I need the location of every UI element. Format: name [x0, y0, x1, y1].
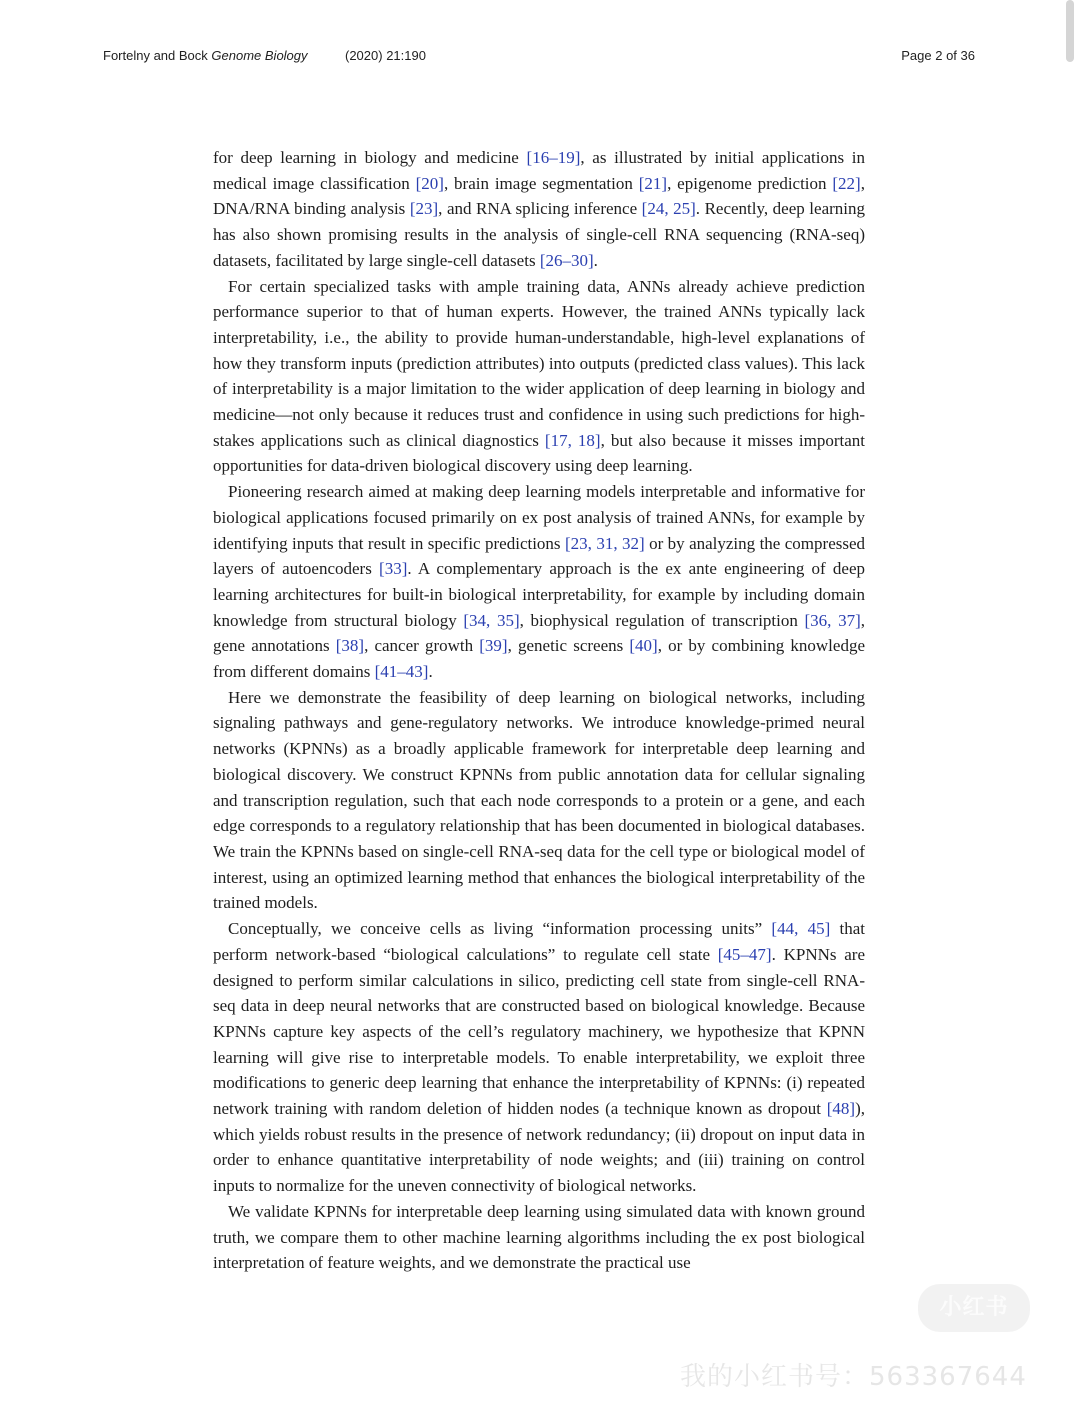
citation-link[interactable]: [38]	[335, 636, 365, 656]
paragraph-text: We validate KPNNs for interpretable deep learning using simulated data with known ground truth, we compare them to other machine learning algorithms including the ex post biological interpretation of feature weights, and we demonstrate the practical use	[213, 1201, 865, 1273]
citation-link[interactable]: [24, 25]	[641, 199, 696, 219]
header-citation: (2020) 21:190	[345, 48, 426, 63]
paragraph-text: , biophysical regulation of transcription	[519, 610, 805, 630]
paragraph-text: for deep learning in biology and medicine	[213, 148, 527, 167]
paragraph-text: . A complementary approach is the ex ante engineering of deep learning architectures for built-in biological interpretability, for example by including domain knowledge from structural biology	[213, 559, 865, 630]
header-page-number: Page 2 of 36	[901, 48, 975, 63]
citation-link[interactable]: [36, 37]	[804, 610, 861, 630]
paragraph-text: Here we demonstrate the feasibility of deep learning on biological networks, including signaling pathways and gene-regulatory networks. We introduce knowledge-primed neural networks (KPNNs) as a broadly applicable framework for interpretable deep learning and biological discovery. We construct KPNNs from public annotation data for cellular signaling and transcription regulation, such that each node corresponds to a protein or a gene, and each edge corresponds to a regulatory relationship that has been documented in biological databases. We train the KPNNs based on single-cell RNA-seq data for the cell type or biological model of interest, using an optimized learning method that enhances the biological interpretability of the trained models.	[213, 687, 865, 913]
citation-link[interactable]: [39]	[479, 636, 508, 656]
paragraph-text: For certain specialized tasks with ample training data, ANNs already achieve prediction performance superior to that of human experts. However, the trained ANNs typically lack interpretability, i.e., the ability to provide human-understandable, high-level explanations of how they transform inputs (prediction attributes) into outputs (predicted class values). This lack of interpretability is a major limitation to the wider application of deep learning in biology and medicine—not only because it reduces trust and confidence in using such predictions for high-stakes applications such as clinical diagnostics	[213, 276, 865, 450]
citation-link[interactable]: [40]	[629, 636, 658, 656]
paragraph-text: , genetic screens	[507, 636, 630, 656]
paragraph	[213, 1199, 865, 1276]
paragraph-text: that perform network-based “biological calculations” to regulate cell state	[213, 919, 865, 964]
paragraph-text: .	[593, 250, 598, 270]
citation-link[interactable]: [44, 45]	[771, 919, 831, 939]
paragraph	[213, 145, 865, 274]
citation-link[interactable]: [21]	[638, 173, 668, 193]
citation-link[interactable]: [17, 18]	[544, 430, 601, 450]
watermark-logo: 小红书	[918, 1284, 1030, 1332]
paragraph-text: , or by combining knowledge from different domains	[213, 636, 865, 682]
paragraph-text: , epigenome prediction	[667, 173, 833, 193]
header-authors: Fortelny and Bock Genome Biology	[103, 48, 308, 63]
paragraph-text: Pioneering research aimed at making deep learning models interpretable and informative for biological applications focused primarily on ex post analysis of trained ANNs, for example by identifying inputs that result in specific predictions	[213, 482, 865, 553]
citation-link[interactable]: [48]	[826, 1099, 856, 1119]
paragraph-text: . Recently, deep learning has also shown promising results in the analysis of single-cell RNA sequencing (RNA-seq) datasets, facilitated by large single-cell datasets	[213, 199, 865, 270]
paragraph-text: .	[428, 662, 433, 682]
header-journal: Genome Biology	[211, 48, 308, 63]
citation-link[interactable]: [23]	[409, 199, 439, 219]
paragraph-text: , as illustrated by initial applications in medical image classification	[213, 148, 865, 193]
citation-link[interactable]: [45–47]	[717, 944, 772, 964]
citation-link[interactable]: [20]	[415, 173, 444, 193]
citation-link[interactable]: [34, 35]	[463, 610, 520, 630]
paragraph-text: , DNA/RNA binding analysis	[213, 173, 865, 219]
citation-link[interactable]: [41–43]	[374, 662, 429, 682]
paragraph	[213, 479, 865, 685]
paragraph-text: , gene annotations	[213, 610, 865, 656]
paragraph-text: , and RNA splicing inference	[438, 199, 642, 219]
paragraph	[213, 916, 865, 1199]
page-header	[0, 44, 1080, 70]
paragraph	[213, 685, 865, 916]
paragraph-text: , brain image segmentation	[443, 173, 639, 193]
paragraph-text: ), which yields robust results in the presence of network redundancy; (ii) dropout on input data in order to enhance quantitative interpretability of node weights; and (iii) training on control inputs to normalize for the uneven connectivity of biological networks.	[213, 1099, 865, 1196]
article-body	[213, 145, 865, 1276]
citation-link[interactable]: [26–30]	[539, 250, 594, 270]
citation-link[interactable]: [16–19]	[526, 148, 581, 167]
citation-link[interactable]: [22]	[832, 173, 861, 193]
paragraph-text: Conceptually, we conceive cells as living “information processing units”	[228, 919, 772, 939]
citation-link[interactable]: [23, 31, 32]	[564, 533, 645, 553]
watermark-account-id: 我的小红书号：563367644	[680, 1362, 1027, 1392]
paragraph-text: , cancer growth	[364, 636, 480, 656]
paragraph	[213, 274, 865, 480]
paragraph-text: . KPNNs are designed to perform similar calculations in silico, predicting cell state from single-cell RNA-seq data in deep neural networks that are constructed based on biological knowledge. Because KPNNs capture key aspects of the cell’s regulatory machinery, we hypothesize that KPNN learning will give rise to interpretable models. To enable interpretability, we exploit three modifications to generic deep learning that enhance the interpretability of KPNNs: (i) repeated network training with random deletion of hidden nodes (a technique known as dropout	[213, 944, 865, 1119]
paragraph-text: or by analyzing the compressed layers of autoencoders	[213, 533, 866, 579]
scrollbar-thumb[interactable]	[1066, 0, 1074, 62]
paragraph-text: , but also because it misses important opportunities for data-driven biological discovery using deep learning.	[213, 430, 865, 476]
citation-link[interactable]: [33]	[379, 559, 408, 579]
